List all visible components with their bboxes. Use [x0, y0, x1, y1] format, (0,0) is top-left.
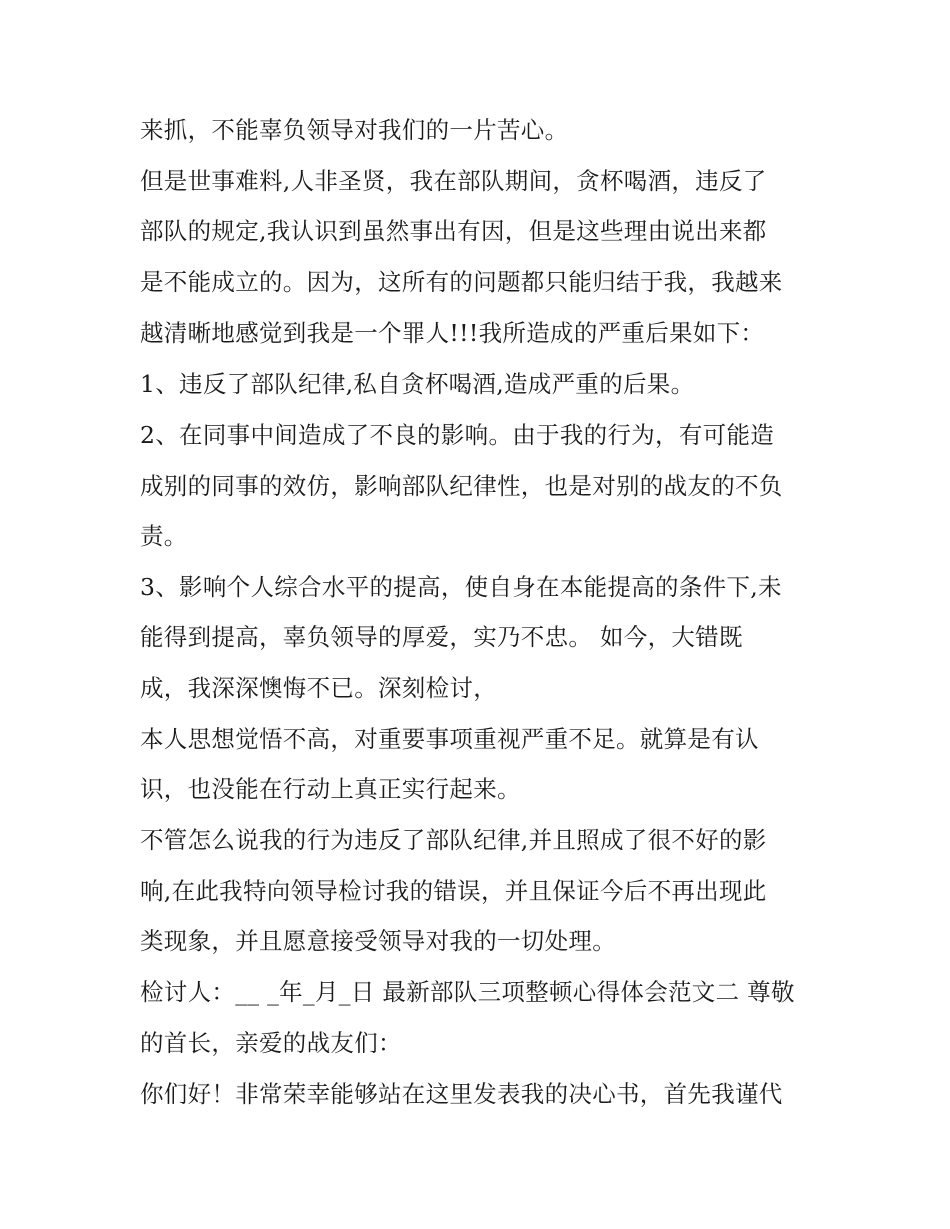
text-line: 类现象，并且愿意接受领导对我的一切处理。 [140, 927, 616, 955]
list-item-1: 1、违反了部队纪律,私自贪杯喝酒,造成严重的后果。 [140, 370, 695, 398]
text-line: 响,在此我特向领导检讨我的错误，并且保证今后不再出现此 [140, 877, 767, 905]
text-line: 来抓，不能辜负领导对我们的一片苦心。 [140, 116, 569, 144]
text-line: 部队的规定,我认识到虽然事出有因，但是这些理由说出来都 [140, 217, 767, 245]
text-line: 识，也没能在行动上真正实行起来。 [140, 775, 521, 803]
text-line: 的首长，亲爱的战友们： [140, 1029, 402, 1057]
text-line: 但是世事难料,人非圣贤，我在部队期间，贪杯喝酒，违反了 [140, 167, 767, 195]
text-line: 越清晰地感觉到我是一个罪人!!!我所造成的严重后果如下： [140, 319, 765, 347]
text-line: 本人思想觉悟不高，对重要事项重视严重不足。就算是有认 [140, 725, 759, 753]
text-line: 是不能成立的。因为，这所有的问题都只能归结于我，我越来 [140, 268, 783, 296]
list-item-3: 3、影响个人综合水平的提高，使自身在本能提高的条件下,未 [140, 573, 782, 601]
signature-line: 检讨人：__ _年_月_日 最新部队三项整顿心得体会范文二 尊敬 [140, 978, 795, 1006]
text-line: 能得到提高，辜负领导的厚爱，实乃不忠。 如今，大错既 [140, 623, 743, 651]
text-line: 成别的同事的效仿，影响部队纪律性，也是对别的战友的不负 [140, 472, 783, 500]
text-line: 成，我深深懊悔不已。深刻检讨， [140, 674, 497, 702]
text-line: 不管怎么说我的行为违反了部队纪律,并且照成了很不好的影 [140, 826, 767, 854]
list-item-2: 2、在同事中间造成了不良的影响。由于我的行为，有可能造 [140, 421, 775, 449]
text-line: 你们好！非常荣幸能够站在这里发表我的决心书，首先我谨代 [140, 1080, 783, 1108]
text-line: 责。 [140, 522, 188, 550]
